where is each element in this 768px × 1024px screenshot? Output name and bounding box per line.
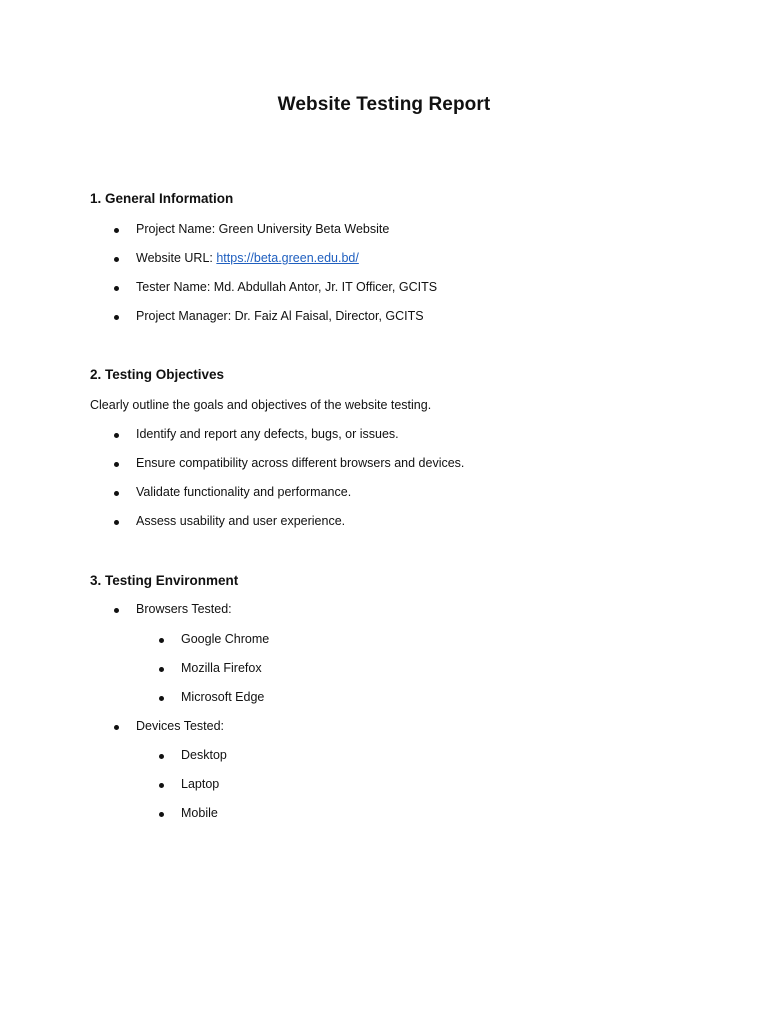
document-title: Website Testing Report (277, 94, 491, 115)
bullet-icon (114, 315, 119, 320)
bullet-icon (114, 257, 119, 262)
section-heading-general-information: 1. General Information (90, 191, 234, 206)
list-item-project-manager (136, 309, 424, 323)
project-manager-text: Project Manager: Dr. Faiz Al Faisal, Director, GCITS (136, 309, 424, 323)
project-name-text: Project Name: Green University Beta Website (136, 222, 390, 236)
objective-text: Validate functionality and performance. (136, 485, 352, 499)
list-item-device (181, 748, 227, 762)
bullet-icon (159, 783, 164, 788)
list-item-objective (136, 456, 464, 470)
bullet-icon (159, 667, 164, 672)
bullet-icon (159, 696, 164, 701)
list-item-device (181, 806, 218, 820)
devices-tested-label: Devices Tested: (136, 719, 225, 733)
browser-text: Microsoft Edge (181, 690, 265, 704)
section-heading-testing-objectives: 2. Testing Objectives (90, 367, 225, 382)
list-item-objective (136, 514, 345, 528)
list-item-objective (136, 485, 351, 499)
bullet-icon (114, 433, 119, 438)
bullet-icon (114, 286, 119, 291)
objective-text: Assess usability and user experience. (136, 514, 346, 528)
list-item-project-name (136, 222, 389, 236)
bullet-icon (159, 754, 164, 759)
browser-text: Google Chrome (181, 632, 270, 646)
device-text: Mobile (181, 806, 218, 820)
website-url-link[interactable]: https://beta.green.edu.bd/ (216, 251, 359, 265)
objective-text: Identify and report any defects, bugs, or issues. (136, 427, 399, 441)
objective-text: Ensure compatibility across different browsers and devices. (136, 456, 465, 470)
website-url-label: Website URL: (136, 251, 217, 265)
section-heading-testing-environment: 3. Testing Environment (90, 573, 239, 588)
browsers-tested-label: Browsers Tested: (136, 602, 232, 616)
tester-name-text: Tester Name: Md. Abdullah Antor, Jr. IT Officer, GCITS (136, 280, 438, 294)
bullet-icon (114, 520, 119, 525)
device-text: Desktop (181, 748, 227, 762)
bullet-icon (114, 608, 119, 613)
objectives-intro: Clearly outline the goals and objectives of the website testing. (90, 398, 432, 412)
device-text: Laptop (181, 777, 220, 791)
list-item-objective (136, 427, 399, 441)
bullet-icon (159, 638, 164, 643)
bullet-icon (114, 462, 119, 467)
bullet-icon (114, 725, 119, 730)
list-item-website-url (136, 251, 359, 265)
bullet-icon (159, 812, 164, 817)
bullet-icon (114, 228, 119, 233)
list-item-tester-name (136, 280, 437, 294)
list-item-browser (181, 690, 264, 704)
browser-text: Mozilla Firefox (181, 661, 262, 675)
list-item-browser (181, 632, 269, 646)
bullet-icon (114, 491, 119, 496)
list-item-device (181, 777, 219, 791)
list-item-browser (181, 661, 262, 675)
list-item-browsers-tested (136, 602, 232, 616)
list-item-devices-tested (136, 719, 224, 733)
